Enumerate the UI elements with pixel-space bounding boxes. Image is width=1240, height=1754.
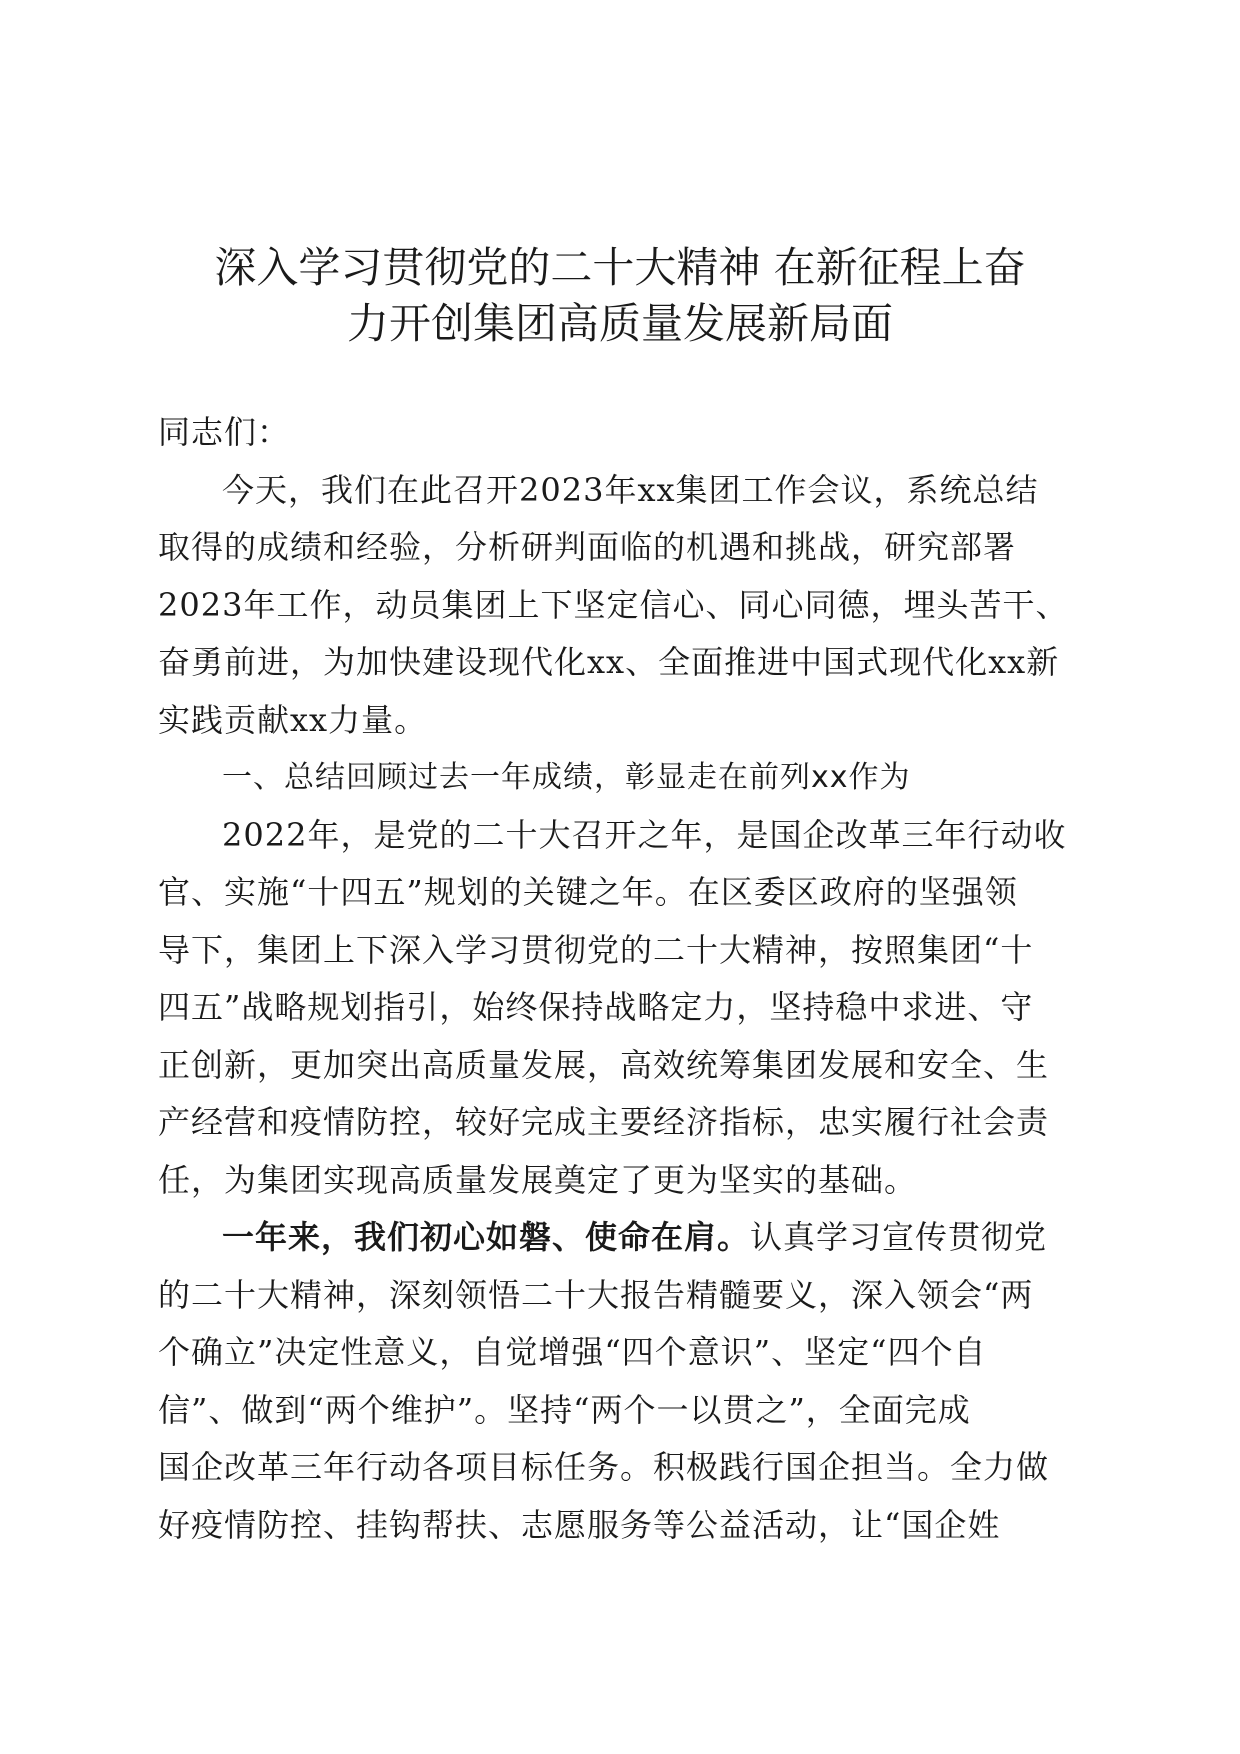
paragraph-2-line: 正创新，更加突出高质量发展，高效统筹集团发展和安全、生 [158,1045,1050,1084]
paragraph-3-first-rest: 认真学习宣传贯彻党 [750,1218,1048,1256]
paragraph-1-line: 奋勇前进，为加快建设现代化xx、全面推进中国式现代化xx新 [158,643,1060,681]
paragraph-3-line: 好疫情防控、挂钩帮扶、志愿服务等公益活动，让“国企姓 [158,1505,1001,1544]
paragraph-2-line: 官、实施“十四五”规划的关键之年。在区委区政府的坚强领 [158,873,1018,911]
paragraph-1-line: 2023年工作，动员集团上下坚定信心、同心同德，埋头苦干、 [158,585,1069,624]
paragraph-3-line: 的二十大精神，深刻领悟二十大报告精髓要义，深入领会“两 [158,1275,1034,1314]
section-heading-1: 一、总结回顾过去一年成绩，彰显走在前列xx作为 [222,760,911,795]
paragraph-3-line: 国企改革三年行动各项目标任务。积极践行国企担当。全力做 [158,1448,1050,1486]
paragraph-2-line: 导下，集团上下深入学习贯彻党的二十大精神，按照集团“十 [158,930,1034,969]
salutation: 同志们： [158,413,291,451]
paragraph-2-line: 产经营和疫情防控，较好完成主要经济指标，忠实履行社会责 [158,1103,1050,1141]
paragraph-2-line: 2022年，是党的二十大召开之年，是国企改革三年行动收 [222,815,1067,854]
document-title [150,240,1090,352]
paragraph-3-first-line [158,1209,1088,1267]
paragraph-2-line: 任，为集团实现高质量发展奠定了更为坚实的基础。 [158,1160,918,1199]
paragraph-3-lead: 一年来，我们初心如磐、使命在肩。 [222,1218,751,1256]
title-line-1: 深入学习贯彻党的二十大精神 在新征程上奋 [214,243,1026,292]
paragraph-3-line: 信”、做到“两个维护”。坚持“两个一以贯之”，全面完成 [158,1390,971,1429]
paragraph-3-line: 个确立”决定性意义，自觉增强“四个意识”、坚定“四个自 [158,1333,987,1371]
title-line-2: 力开创集团高质量发展新局面 [346,299,893,348]
paragraph-1-line: 取得的成绩和经验，分析研判面临的机遇和挑战，研究部署 [158,528,1017,566]
paragraph-2-line: 四五”战略规划指引，始终保持战略定力，坚持稳中求进、守 [158,988,1034,1026]
document-body [158,404,1088,1554]
paragraph-1-line: 实践贡献xx力量。 [158,700,428,739]
paragraph-1-line: 今天，我们在此召开2023年xx集团工作会议，系统总结 [222,470,1039,509]
